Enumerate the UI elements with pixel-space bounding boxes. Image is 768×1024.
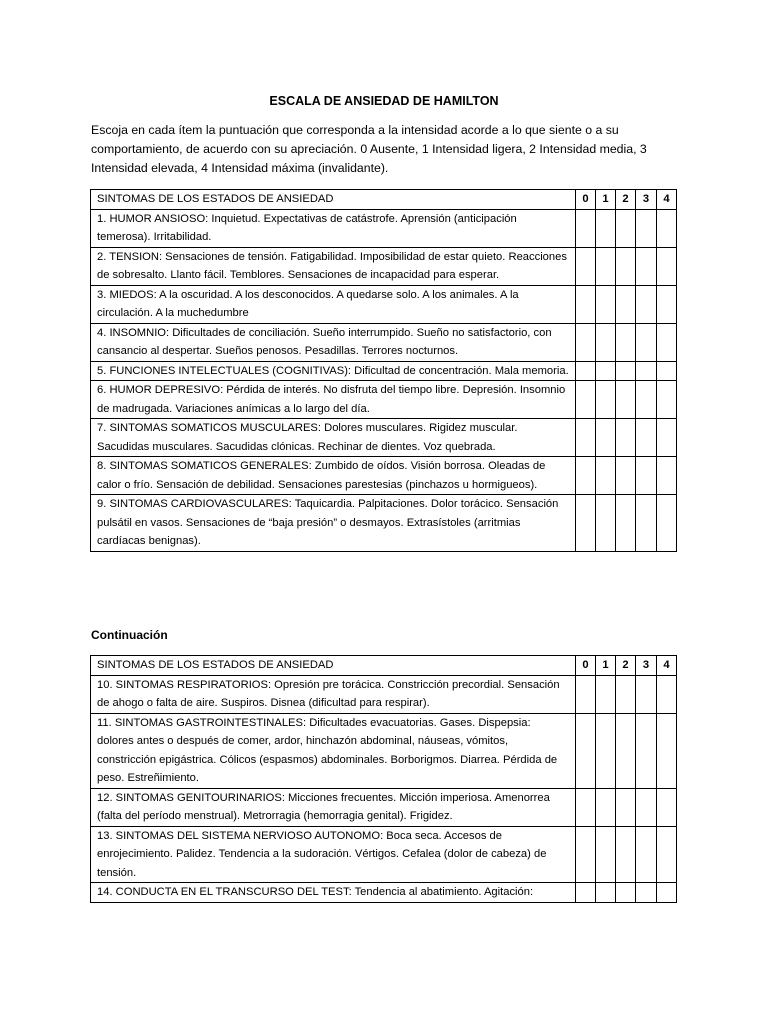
symptom-row bbox=[91, 675, 677, 713]
score-header-2: 2 bbox=[616, 656, 636, 676]
symptom-text: Opresión pre torácica. Constricción precordial. Sensación de ahogo o falta de aire. Suspiros. Disnea (dificultad para respirar). bbox=[97, 678, 560, 709]
score-cell-2[interactable] bbox=[616, 285, 636, 323]
symptom-text: Dificultades evacuatorias. Gases. Dispepsia: dolores antes o después de comer, ardor, hinchazón abdominal, náuseas, vómitos, constricción epigástrica. Cólicos (espasmos) abdominales. Borborigmos. Diarrea. Pérdida de peso. Estreñimiento. bbox=[97, 716, 558, 784]
score-cell-1[interactable] bbox=[596, 826, 616, 883]
score-header-3: 3 bbox=[636, 190, 657, 210]
score-cell-2[interactable] bbox=[616, 247, 636, 285]
symptom-row bbox=[91, 419, 677, 457]
symptom-description bbox=[91, 883, 576, 903]
score-cell-0[interactable] bbox=[576, 323, 596, 361]
score-cell-0[interactable] bbox=[576, 209, 596, 247]
score-cell-4[interactable] bbox=[657, 675, 677, 713]
symptom-text: Dificultad de concentración. Mala memoria. bbox=[351, 364, 569, 377]
score-header-2: 2 bbox=[616, 190, 636, 210]
score-cell-2[interactable] bbox=[616, 826, 636, 883]
symptom-description bbox=[91, 323, 576, 361]
symptom-description bbox=[91, 381, 576, 419]
score-cell-3[interactable] bbox=[636, 323, 657, 361]
symptom-description bbox=[91, 675, 576, 713]
symptom-label: 9. SINTOMAS CARDIOVASCULARES: bbox=[97, 498, 292, 510]
symptom-label: 7. SINTOMAS SOMATICOS MUSCULARES: bbox=[97, 422, 321, 434]
score-cell-1[interactable] bbox=[596, 883, 616, 903]
symptom-row bbox=[91, 381, 677, 419]
score-cell-3[interactable] bbox=[636, 457, 657, 495]
score-header-3: 3 bbox=[636, 656, 657, 676]
score-cell-2[interactable] bbox=[616, 323, 636, 361]
score-cell-3[interactable] bbox=[636, 419, 657, 457]
symptom-label: 4. INSOMNIO: bbox=[97, 326, 170, 339]
score-cell-4[interactable] bbox=[657, 323, 677, 361]
score-cell-4[interactable] bbox=[657, 361, 677, 381]
symptom-label: 2. TENSION: bbox=[97, 250, 163, 263]
score-header-1: 1 bbox=[596, 190, 616, 210]
symptom-label: 6. HUMOR DEPRESIVO: bbox=[97, 384, 224, 396]
symptom-row bbox=[91, 323, 677, 361]
score-cell-1[interactable] bbox=[596, 419, 616, 457]
score-cell-2[interactable] bbox=[616, 419, 636, 457]
symptom-text: Tendencia al abatimiento. Agitación: bbox=[351, 886, 534, 898]
symptoms-table-part2 bbox=[90, 655, 677, 903]
score-cell-4[interactable] bbox=[657, 419, 677, 457]
symptom-row bbox=[91, 285, 677, 323]
symptoms-table-part1 bbox=[90, 189, 677, 552]
symptom-label: 13. SINTOMAS DEL SISTEMA NERVIOSO AUTONOMO: bbox=[97, 829, 384, 842]
score-cell-3[interactable] bbox=[636, 361, 657, 381]
score-cell-3[interactable] bbox=[636, 495, 657, 552]
symptom-description bbox=[91, 788, 576, 826]
symptom-text: Taquicardia. Palpitaciones. Dolor torácico. Sensación pulsátil en vasos. Sensaciones de “baja presión” o desmayos. Extrasístoles (arritmias cardíacas benignas). bbox=[97, 498, 559, 547]
symptom-text: Pérdida de interés. No disfruta del tiempo libre. Depresión. Insomnio de madrugada. Variaciones anímicas a lo largo del día. bbox=[97, 384, 566, 415]
symptom-description bbox=[91, 285, 576, 323]
table-header-row bbox=[91, 656, 677, 676]
symptom-description bbox=[91, 361, 576, 381]
symptom-row bbox=[91, 495, 677, 552]
instructions-paragraph: Escoja en cada ítem la puntuación que corresponda a la intensidad acorde a lo que siente o a su comportamiento, de acuerdo con su apreciación. 0 Ausente, 1 Intensidad ligera, 2 Intensidad media, 3 Intensidad elevada, 4 Intensidad máxima (invalidante). bbox=[91, 123, 647, 175]
score-cell-3[interactable] bbox=[636, 285, 657, 323]
score-cell-2[interactable] bbox=[616, 209, 636, 247]
score-cell-1[interactable] bbox=[596, 323, 616, 361]
symptom-row bbox=[91, 457, 677, 495]
symptom-row bbox=[91, 361, 677, 381]
score-cell-1[interactable] bbox=[596, 247, 616, 285]
score-cell-0[interactable] bbox=[576, 419, 596, 457]
score-cell-4[interactable] bbox=[657, 209, 677, 247]
symptom-label: 11. SINTOMAS GASTROINTESTINALES: bbox=[97, 716, 307, 729]
score-cell-0[interactable] bbox=[576, 285, 596, 323]
score-cell-0[interactable] bbox=[576, 247, 596, 285]
score-cell-2[interactable] bbox=[616, 675, 636, 713]
symptom-description bbox=[91, 457, 576, 495]
symptom-label: 5. FUNCIONES INTELECTUALES (COGNITIVAS): bbox=[97, 364, 352, 377]
symptom-row bbox=[91, 713, 677, 788]
symptom-description bbox=[91, 713, 576, 788]
symptom-label: 1. HUMOR ANSIOSO: bbox=[97, 212, 209, 225]
score-cell-2[interactable] bbox=[616, 361, 636, 381]
score-cell-1[interactable] bbox=[596, 285, 616, 323]
symptom-text: Inquietud. Expectativas de catástrofe. Aprensión (anticipación temerosa). Irritabilidad. bbox=[97, 212, 517, 243]
score-cell-4[interactable] bbox=[657, 826, 677, 883]
table-header-row bbox=[91, 190, 677, 210]
symptom-text: Dolores musculares. Rigidez muscular. Sacudidas musculares. Sacudidas clónicas. Rechinar de dientes. Voz quebrada. bbox=[97, 422, 518, 453]
score-cell-3[interactable] bbox=[636, 826, 657, 883]
symptom-description bbox=[91, 419, 576, 457]
score-cell-1[interactable] bbox=[596, 381, 616, 419]
continuation-label: Continuación bbox=[91, 628, 168, 642]
symptom-row bbox=[91, 788, 677, 826]
symptom-label: 10. SINTOMAS RESPIRATORIOS: bbox=[97, 678, 272, 691]
table-header-label: SINTOMAS DE LOS ESTADOS DE ANSIEDAD bbox=[91, 190, 576, 210]
score-cell-4[interactable] bbox=[657, 247, 677, 285]
score-cell-4[interactable] bbox=[657, 495, 677, 552]
score-cell-3[interactable] bbox=[636, 247, 657, 285]
score-cell-4[interactable] bbox=[657, 381, 677, 419]
score-header-0: 0 bbox=[576, 656, 596, 676]
score-cell-4[interactable] bbox=[657, 788, 677, 826]
symptom-text: Micciones frecuentes. Micción imperiosa. Amenorrea (falta del período menstrual). Metrorragia (hemorragia genital). Frigidez. bbox=[97, 791, 550, 822]
score-cell-3[interactable] bbox=[636, 788, 657, 826]
symptom-label: 12. SINTOMAS GENITOURINARIOS: bbox=[97, 791, 285, 804]
symptom-label: 8. SINTOMAS SOMATICOS GENERALES: bbox=[97, 460, 312, 472]
score-header-4: 4 bbox=[657, 190, 677, 210]
symptom-text: Sensaciones de tensión. Fatigabilidad. Imposibilidad de estar quieto. Reacciones de sobresalto. Llanto fácil. Temblores. Sensaciones de incapacidad para esperar. bbox=[97, 250, 567, 281]
score-cell-0[interactable] bbox=[576, 457, 596, 495]
score-cell-4[interactable] bbox=[657, 883, 677, 903]
score-header-0: 0 bbox=[576, 190, 596, 210]
symptom-description bbox=[91, 247, 576, 285]
score-cell-4[interactable] bbox=[657, 457, 677, 495]
symptom-row bbox=[91, 826, 677, 883]
symptom-description bbox=[91, 209, 576, 247]
score-cell-0[interactable] bbox=[576, 361, 596, 381]
score-cell-1[interactable] bbox=[596, 713, 616, 788]
score-header-1: 1 bbox=[596, 656, 616, 676]
score-cell-0[interactable] bbox=[576, 826, 596, 883]
score-cell-0[interactable] bbox=[576, 883, 596, 903]
score-cell-1[interactable] bbox=[596, 495, 616, 552]
score-cell-2[interactable] bbox=[616, 883, 636, 903]
symptom-text: Dificultades de conciliación. Sueño interrumpido. Sueño no satisfactorio, con cansancio al despertar. Sueños penosos. Pesadillas. Terrores nocturnos. bbox=[97, 326, 552, 357]
score-cell-3[interactable] bbox=[636, 209, 657, 247]
score-cell-3[interactable] bbox=[636, 883, 657, 903]
score-cell-3[interactable] bbox=[636, 675, 657, 713]
symptom-row bbox=[91, 883, 677, 903]
score-header-4: 4 bbox=[657, 656, 677, 676]
symptom-row bbox=[91, 209, 677, 247]
score-cell-1[interactable] bbox=[596, 675, 616, 713]
score-cell-0[interactable] bbox=[576, 713, 596, 788]
score-cell-0[interactable] bbox=[576, 675, 596, 713]
score-cell-3[interactable] bbox=[636, 713, 657, 788]
symptom-text: A la oscuridad. A los desconocidos. A quedarse solo. A los animales. A la circulación. A la muchedumbre bbox=[97, 288, 519, 319]
score-cell-4[interactable] bbox=[657, 285, 677, 323]
score-cell-1[interactable] bbox=[596, 457, 616, 495]
score-cell-0[interactable] bbox=[576, 495, 596, 552]
score-cell-4[interactable] bbox=[657, 713, 677, 788]
score-cell-3[interactable] bbox=[636, 381, 657, 419]
symptom-label: 14. CONDUCTA EN EL TRANSCURSO DEL TEST: bbox=[97, 886, 352, 898]
table-header-label: SINTOMAS DE LOS ESTADOS DE ANSIEDAD bbox=[91, 656, 576, 676]
symptom-text: Zumbido de oídos. Visión borrosa. Oleadas de calor o frío. Sensación de debilidad. Sensaciones parestesias (pinchazos u hormigueos). bbox=[97, 460, 546, 491]
symptom-label: 3. MIEDOS: bbox=[97, 288, 157, 301]
symptom-description bbox=[91, 826, 576, 883]
symptom-description bbox=[91, 495, 576, 552]
score-cell-2[interactable] bbox=[616, 788, 636, 826]
symptom-row bbox=[91, 247, 677, 285]
score-cell-0[interactable] bbox=[576, 381, 596, 419]
symptom-text: Boca seca. Accesos de enrojecimiento. Palidez. Tendencia a la sudoración. Vértigos. Cefalea (dolor de cabeza) de tensión. bbox=[97, 829, 547, 879]
score-cell-1[interactable] bbox=[596, 209, 616, 247]
document-title: ESCALA DE ANSIEDAD DE HAMILTON bbox=[269, 94, 499, 108]
score-cell-1[interactable] bbox=[596, 788, 616, 826]
score-cell-0[interactable] bbox=[576, 788, 596, 826]
score-cell-2[interactable] bbox=[616, 713, 636, 788]
score-cell-2[interactable] bbox=[616, 495, 636, 552]
score-cell-1[interactable] bbox=[596, 361, 616, 381]
score-cell-2[interactable] bbox=[616, 457, 636, 495]
score-cell-2[interactable] bbox=[616, 381, 636, 419]
